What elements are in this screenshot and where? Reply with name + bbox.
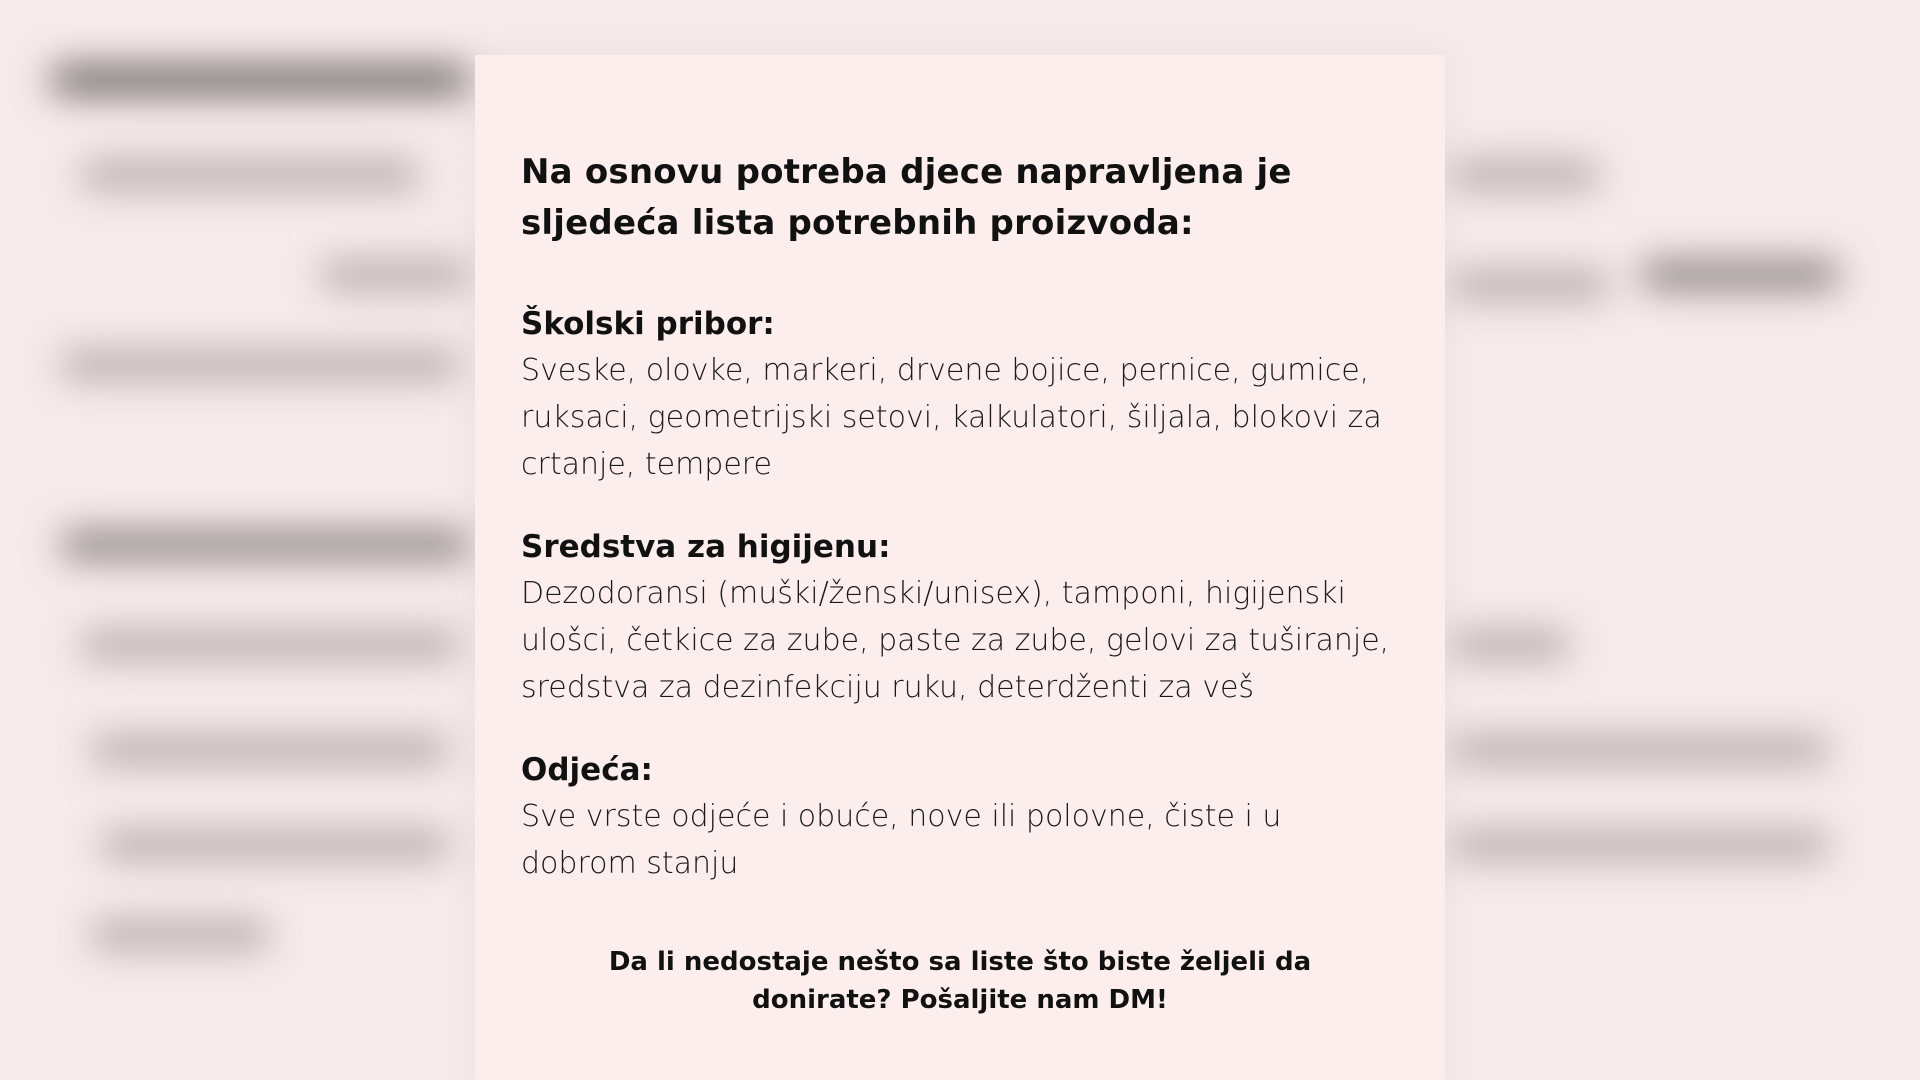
section-body: Sveske, olovke, markeri, drvene bojice, pernice, gumice, ruksaci, geometrijski setovi, kalkulatori, šiljala, blokovi za crtanje, tempere <box>521 353 1382 482</box>
section-heading: Sredstva za higijenu: <box>521 529 891 565</box>
intro-heading: Na osnovu potreba djece napravljena je sljedeća lista potrebnih proizvoda: <box>521 152 1292 243</box>
section-body: Dezodoransi (muški/ženski/unisex), tamponi, higijenski ulošci, četkice za zube, paste za zube, gelovi za tuširanje, sredstva za dezinfekciju ruku, deterdženti za veš <box>521 576 1390 705</box>
section-body: Sve vrste odjeće i obuće, nove ili polovne, čiste i u dobrom stanju <box>521 799 1282 881</box>
section-clothing <box>521 747 1401 887</box>
section-heading: Odjeća: <box>521 752 653 788</box>
section-school-supplies <box>521 301 1401 488</box>
card-content <box>521 147 1401 923</box>
section-hygiene <box>521 524 1401 711</box>
footer-call-to-action: Da li nedostaje nešto sa liste što biste željeli da donirate? Pošaljite nam DM! <box>608 947 1312 1015</box>
donation-list-card <box>475 55 1445 1080</box>
section-heading: Školski pribor: <box>521 306 775 342</box>
